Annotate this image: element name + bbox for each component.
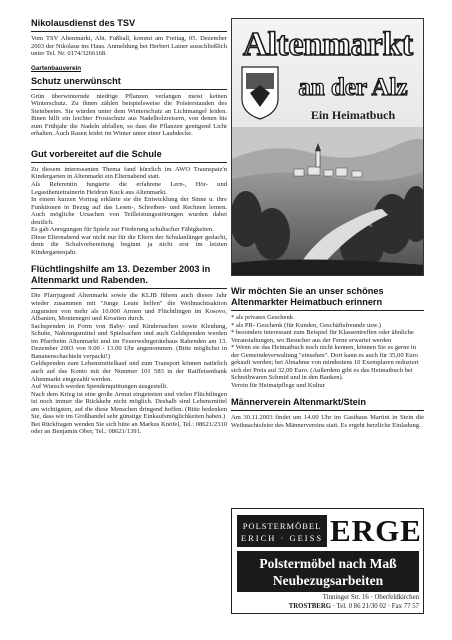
cover-title: Altenmarkt <box>243 26 413 63</box>
heimatbuch-cover-image <box>231 18 424 276</box>
article-fluechtlingshilfe <box>31 264 227 435</box>
article-schule <box>31 149 227 257</box>
heading-schutz: Schutz unerwünscht <box>31 75 121 86</box>
paragraph: Bei Rückfragen wenden Sie sich bitte an Markus Knöfel, Tel.: 08621/2310 oder an Benjamin Ober, Tel.: 08621/1391. <box>31 420 227 436</box>
ad-brand-logo: ERGE <box>330 513 422 548</box>
signature-line: Verein für Heimatpflege und Kultur <box>231 381 325 389</box>
cover-illustration <box>232 19 424 276</box>
divider <box>31 89 227 90</box>
ad-slogan-line2: Neubezugsarbeiten <box>272 573 384 588</box>
bullet-item: * besonders interessant zum Beispiel für Klassentreffen oder ähnliche Veranstaltungen, wo Besucher aus der Ferne erwartet werden <box>231 329 414 344</box>
paragraph: Nach dem Krieg ist eine große Armut eingetreten und vielen Flüchtlingen ist noch immer die Rückkehr nicht möglich. Deshalb sind Lebensmittel am wichtigsten, auf die diese Menschen dringend hoffen. (Bitte bedenken Sie, dass wir im Großhandel sehr günstige Einkaufsmöglichkeiten haben.) <box>31 390 227 421</box>
landscape-photo <box>232 127 424 276</box>
ad-logo-line2: ERICH · GEISS <box>240 533 324 543</box>
text-heimatbuch <box>231 314 424 389</box>
divider <box>231 410 424 411</box>
divider <box>31 31 227 32</box>
text-schule <box>31 166 227 257</box>
ad-logo-box <box>237 515 327 547</box>
bullet-item: * Wenn sie das Heimatbuch noch nicht kennen, können Sie es gerne in der Gemeindeverwaltung "einsehen". Dort kann es auch für 35,00 Euro gekauft werden; bei Abnahme von mindestens 10 Exemplaren reduziert sich der Preis auf 32,00 Euro. (Außerdem gibt es das Heimatbuch bei Schreibwaren Schmid und in den Banken). <box>231 344 419 382</box>
article-maennerverein <box>231 397 424 429</box>
advertisement-erge <box>231 508 424 614</box>
divider <box>231 310 424 311</box>
paragraph: Es gab Anregungen für Spiele zur Förderung schulischer Fähigkeiten. <box>31 226 214 234</box>
coat-of-arms-icon <box>242 67 278 119</box>
heading-fluechtlingshilfe: Flüchtlingshilfe am 13. Dezember 2003 in Altenmarkt und Rabenden. <box>31 264 211 286</box>
heading-maennerverein: Männerverein Altenmarkt/Stein <box>231 397 366 408</box>
left-column <box>31 18 227 436</box>
text-fluechtlingshilfe <box>31 292 227 435</box>
ad-logo-line1: POLSTERMÖBEL <box>242 521 322 531</box>
text-maennerverein: Am 30.11.2003 findet um 14.00 Uhr im Gasthaus Martini in Stein die Weihnachtsfeier des Männervereins statt. Es ergeht herzliche Einladung. <box>231 414 424 430</box>
paragraph: Zu diesem interessanten Thema fand kürzlich im AWO Traunspatz'n Kindergarten in Altenmarkt ein Elternabend statt. <box>31 165 227 181</box>
ad-slogan-line1: Polstermöbel nach Maß <box>259 556 397 571</box>
right-column <box>231 286 424 430</box>
heading-heimatbuch: Wir möchten Sie an unser schönes Altenmarkter Heimatbuch erinnern <box>231 286 384 307</box>
bullet-item: * als PR- Geschenk (für Kunden, Geschäftsfreunde usw.) <box>231 321 381 329</box>
kicker-gartenbau: Gartenbauverein <box>31 64 82 72</box>
heading-schule: Gut vorbereitet auf die Schule <box>31 148 162 159</box>
article-gartenbau <box>31 63 227 138</box>
paragraph: Auf Wunsch werden Spendenquittungen ausgestellt. <box>31 383 168 391</box>
cover-book-label: Ein Heimatbuch <box>310 108 396 122</box>
ad-slogan-band <box>237 551 419 592</box>
paragraph: Sachspenden in Form von Baby- und Kindersachen sowie Kleidung, Schuhe, Nahrungsmittel und Spielsachen und auch Geldspenden werden im Pfarrheim Altenmarkt und im Feuerwehrgerätehaus Rabenden am 13. Dezember 2003 von 9.00 - 13.00 Uhr angenommen. (Bitte möglichst in Bananenschachteln verpackt!) <box>31 322 227 360</box>
article-nikolaus <box>31 18 227 58</box>
paragraph: Diese Elternabend war nicht nur für die Eltern der Schulanfänger gedacht, denn die Schulvorbereitung beginnt ja nicht erst im letzten Kindergartenjahr. <box>31 233 227 256</box>
divider <box>31 288 227 289</box>
text-schutz: Grün überwinternde niedrige Pflanzen verlangen meist keinen Winterschutz. Zu ihnen zählen beispielsweise die Polsterstauden des Steinbeetes. Sie würden unter dem Winterschutz an Lichtmangel leiden. Ihnen hilft ein leichter Frostschutz aus Nadelholzreisern, von denen bis zum Frühjahr die Nadeln abfallen, so dass die Pflanzen genügend Licht erhalten. Auch Rasen leidet im Winter unter einer Laubdecke. <box>31 92 227 138</box>
paragraph: Geldspenden zum Lebensmittelkauf und zum Transport können natürlich auch auf das Konto mit der Nummer 101 583 in der Raiffeisenbank Altenmarkt eingezahlt werden. <box>31 360 227 383</box>
paragraph: Als Referentin fungierte die erfahrene Lern-, Hör- und Legasthenietrainerin Heidrun Kuck aus Altenmarkt. <box>31 181 227 196</box>
paragraph: In einem kurzen Vortrag erklärte sie die Entwicklung der Sinne u. ihre Funktionen in Bezug auf das Lesen-, Schreiben- und Rechnen lernen. Auch mögliche Ursachen von Teilleistungsstörungen wurden dabei deutlich. <box>31 196 227 226</box>
ad-address: Tinninger Str. 16 · Oberfeldkirchen <box>322 594 419 601</box>
ad-phones: · Tel. 0 86 21/30 02 · Fax 77 57 <box>331 603 419 610</box>
text-nikolaus: Vom TSV Altenmarkt, Abt. Fußball, kommt am Freitag, 05. Dezember 2003 der Nikolaus ins Haus. Anmeldung bei Herbert Lainer ausschließlich unter Tel. Nr. 0174/3266168. <box>31 35 227 58</box>
article-heimatbuch <box>231 286 424 389</box>
cover-subtitle: an der Alz <box>298 74 408 101</box>
divider <box>31 162 227 163</box>
paragraph: Die Pfarrjugend Altenmarkt sowie die KLJB führen auch dieses Jahr wieder zusammen mit "Junge Leute helfen" die Weihnachtsaktion zugunsten von mehr als 10.000 Armen und Flüchtlingen im Kosovo, Albanien, Montenegro und Kroatien durch. <box>31 292 227 323</box>
bullet-item: * als privates Geschenk <box>231 314 293 321</box>
ad-town: TROSTBERG <box>288 603 332 610</box>
heading-nikolaus: Nikolausdienst des TSV <box>31 18 136 28</box>
ad-contact <box>237 603 419 610</box>
